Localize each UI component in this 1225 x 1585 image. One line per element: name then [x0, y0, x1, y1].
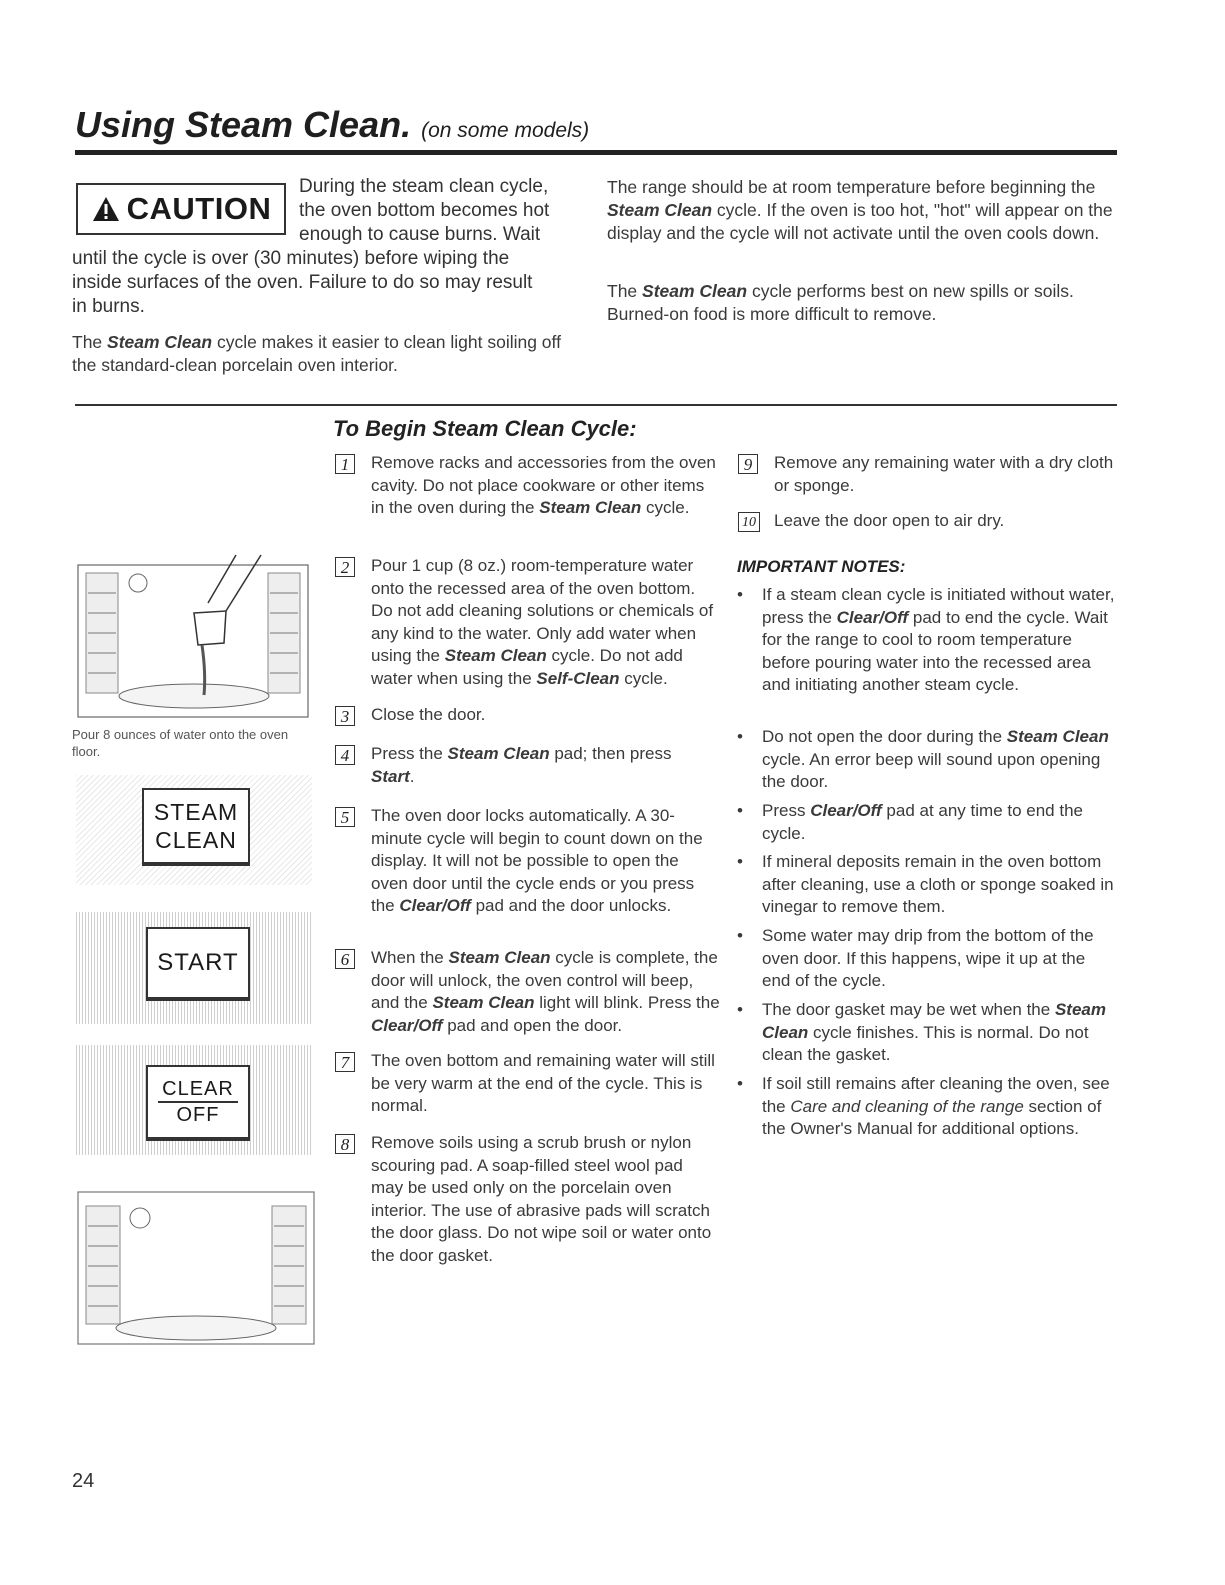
- caution-line: until the cycle is over (30 minutes) before wiping the: [72, 248, 510, 269]
- step-text: Close the door.: [371, 705, 486, 724]
- step-number: 8: [335, 1134, 355, 1154]
- step-text: Press the Steam Clean pad; then press Start.: [371, 744, 672, 786]
- clear-off-pad-button[interactable]: [146, 1065, 250, 1141]
- step-number: 10: [738, 512, 760, 532]
- step-text: When the Steam Clean cycle is complete, the door will unlock, the oven control will beep, and the Steam Clean light will blink. Press the Clear/Off pad and open the door.: [371, 948, 720, 1035]
- section-rule: [75, 404, 1117, 406]
- important-notes-title: IMPORTANT NOTES:: [737, 557, 906, 576]
- steam-pad-line-1: STEAM: [153, 799, 239, 825]
- note-item: • Some water may drip from the bottom of the oven door. If this happens, wipe it up at the end of the cycle.: [737, 925, 1122, 995]
- note-text: If soil still remains after cleaning the oven, see the Care and cleaning of the range section of the Owner's Manual for additional options.: [762, 1074, 1110, 1138]
- note-text: If mineral deposits remain in the oven bottom after cleaning, use a cloth or sponge soaked in vinegar to remove them.: [762, 852, 1114, 916]
- step-6: [335, 947, 725, 1037]
- figure-caption: Pour 8 ounces of water onto the oven floor.: [72, 727, 289, 759]
- step-text: Remove racks and accessories from the oven cavity. Do not place cookware or other items in the oven during the Steam Clean cycle.: [371, 453, 716, 517]
- step-3: [335, 704, 725, 728]
- step-2: [335, 555, 725, 695]
- procedure-title: To Begin Steam Clean Cycle:: [333, 416, 637, 441]
- step-number: 9: [738, 454, 758, 474]
- step-text: Pour 1 cup (8 oz.) room-temperature water onto the recessed area of the oven bottom. Do not add cleaning solutions or chemicals of any kind to the water. Only add water when using the Steam Clean cycle. Do not add water when using the Self-Clean cycle.: [371, 556, 714, 688]
- clear-pad-line-2: OFF: [176, 1104, 220, 1126]
- steam-pad-line-2: CLEAN: [155, 827, 237, 853]
- step-number: 7: [335, 1052, 355, 1072]
- step-number: 2: [335, 557, 355, 577]
- note-item: • Press Clear/Off pad at any time to end the cycle.: [737, 800, 1122, 846]
- step-4: [335, 743, 725, 789]
- step-number: 3: [335, 706, 355, 726]
- step-10: [738, 510, 1123, 534]
- steam-clean-term: Steam Clean: [642, 281, 748, 301]
- title-subtitle: (on some models): [421, 119, 590, 142]
- note-text: Some water may drip from the bottom of the oven door. If this happens, wipe it up at the end of the cycle.: [762, 926, 1094, 990]
- note-text: Do not open the door during the Steam Clean cycle. An error beep will sound upon opening the door.: [762, 727, 1109, 791]
- caution-line: During the steam clean cycle,: [299, 176, 549, 197]
- step-number: 4: [335, 745, 355, 765]
- title-text: Using Steam Clean.: [75, 104, 412, 145]
- caution-line: enough to cause burns. Wait: [299, 224, 541, 245]
- intro-left-paragraph: The Steam Clean cycle makes it easier to clean light soiling off the standard-clean porcelain oven interior.: [72, 332, 561, 375]
- title-rule: [75, 150, 1117, 155]
- start-pad-label: START: [157, 949, 239, 976]
- caution-line: in burns.: [72, 296, 145, 317]
- step-9: [738, 452, 1123, 498]
- start-pad-button[interactable]: [146, 927, 250, 1001]
- note-item: • The door gasket may be wet when the Steam Clean cycle finishes. This is normal. Do not clean the gasket.: [737, 999, 1122, 1069]
- caution-text-bottom: [72, 247, 532, 319]
- note-item: • If mineral deposits remain in the oven bottom after cleaning, use a cloth or sponge soaked in vinegar to remove them.: [737, 851, 1122, 921]
- clear-pad-line-1: CLEAR: [158, 1077, 238, 1103]
- caution-text-top: [299, 175, 549, 247]
- steam-clean-term: Steam Clean: [107, 332, 213, 352]
- caution-line: the oven bottom becomes hot: [299, 200, 550, 221]
- step-5: [335, 805, 725, 935]
- step-8: [335, 1132, 725, 1267]
- note-item: • If soil still remains after cleaning the oven, see the Care and cleaning of the range section of the Owner's Manual for additional options.: [737, 1073, 1122, 1168]
- caution-label: CAUTION: [126, 191, 272, 226]
- step-text: Remove any remaining water with a dry cloth or sponge.: [774, 453, 1114, 495]
- intro-right-paragraph-1: The range should be at room temperature before beginning the Steam Clean cycle. If the oven is too hot, "hot" will appear on the display and the cycle will not activate until the oven cools down.: [607, 177, 1113, 243]
- note-item: • If a steam clean cycle is initiated without water, press the Clear/Off pad to end the cycle. Wait for the range to cool to room temperature before pouring water into the recessed area and initiating another steam cycle.: [737, 584, 1122, 724]
- step-text: Remove soils using a scrub brush or nylon scouring pad. A soap-filled steel wool pad may be used only on the porcelain oven interior. The use of abrasive pads will scratch the door glass. Do not wipe soil or water onto the door gasket.: [371, 1133, 712, 1265]
- note-text: If a steam clean cycle is initiated without water, press the Clear/Off pad to end the cycle. Wait for the range to cool to room temperature before pouring water into the recessed area and initiating another steam cycle.: [762, 585, 1115, 694]
- step-7: [335, 1050, 725, 1118]
- oven-pour-water-illustration: [76, 553, 312, 723]
- step-1: [335, 452, 725, 542]
- step-text: Leave the door open to air dry.: [774, 511, 1005, 530]
- note-text: Press Clear/Off pad at any time to end the cycle.: [762, 801, 1083, 843]
- caution-line: inside surfaces of the oven. Failure to do so may result: [72, 272, 533, 293]
- step-number: 5: [335, 807, 355, 827]
- step-text: The oven bottom and remaining water will still be very warm at the end of the cycle. This is normal.: [371, 1051, 715, 1115]
- warning-triangle-icon: [91, 195, 121, 223]
- note-item: • Do not open the door during the Steam Clean cycle. An error beep will sound upon opening the door.: [737, 726, 1122, 796]
- caution-label-box: [76, 183, 286, 235]
- steam-clean-term: Steam Clean: [607, 200, 713, 220]
- page-number: 24: [72, 1470, 95, 1492]
- note-text: The door gasket may be wet when the Steam Clean cycle finishes. This is normal. Do not clean the gasket.: [762, 1000, 1106, 1064]
- intro-right-paragraph-2: The Steam Clean cycle performs best on new spills or soils. Burned-on food is more difficult to remove.: [607, 281, 1074, 324]
- step-text: The oven door locks automatically. A 30-minute cycle will begin to count down on the display. It will not be possible to open the oven door until the cycle ends or you press the Clear/Off pad and the door unlocks.: [371, 806, 703, 915]
- step-number: 1: [335, 454, 355, 474]
- page-title: [75, 104, 589, 146]
- step-number: 6: [335, 949, 355, 969]
- oven-interior-illustration: [76, 1190, 318, 1348]
- steam-clean-pad-button[interactable]: [142, 788, 250, 866]
